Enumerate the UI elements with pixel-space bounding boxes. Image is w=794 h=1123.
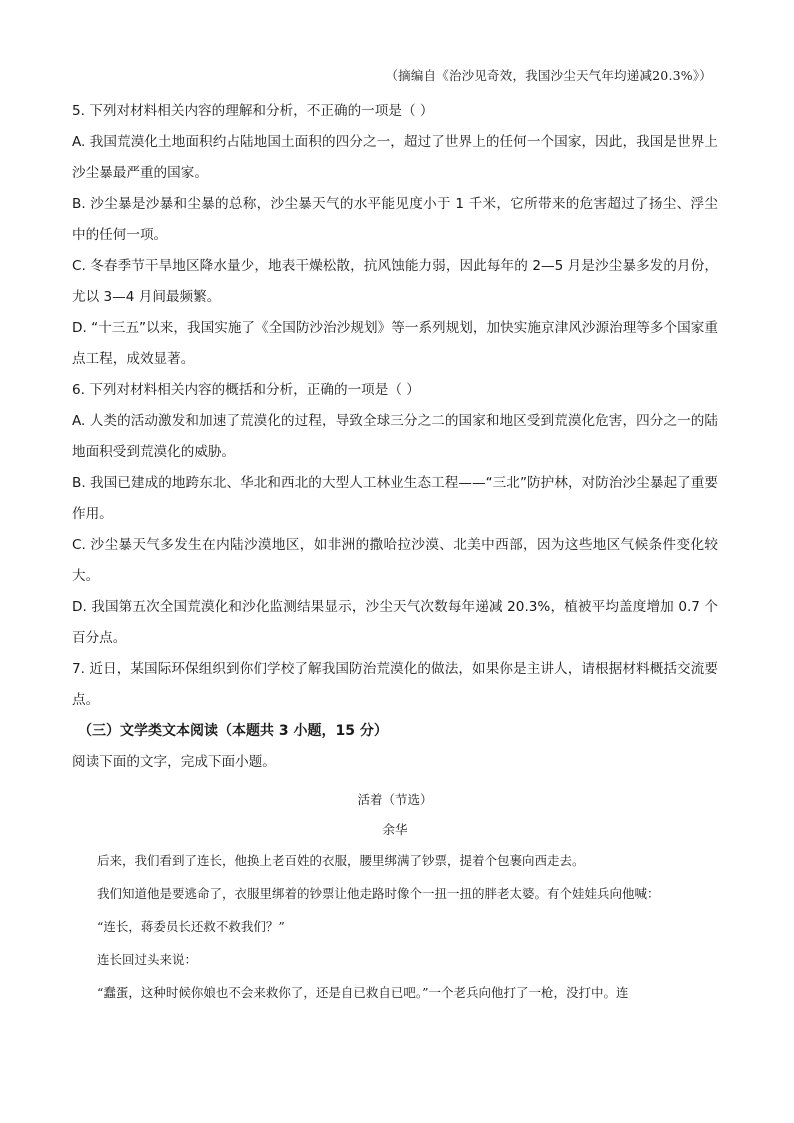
question-6-option-b: B. 我国已建成的地跨东北、华北和西北的大型人工林业生态工程——“三北”防护林，对防治沙尘暴起了重要作用。: [72, 475, 718, 522]
question-5-option-b: B. 沙尘暴是沙暴和尘暴的总称，沙尘暴天气的水平能见度小于 1 千米，它所带来的危害超过了扬尘、浮尘中的任何一项。: [72, 196, 718, 243]
question-6-stem: 6. 下列对材料相关内容的概括和分析，正确的一项是（ ）: [72, 382, 420, 398]
story-title: 活着（节选）: [357, 792, 433, 807]
question-6-option-c: C. 沙尘暴天气多发生在内陆沙漠地区，如非洲的撒哈拉沙漠、北美中西部，因为这些地区气候条件变化较大。: [72, 537, 718, 584]
page-content: [72, 96, 718, 1009]
story-author: 余华: [382, 822, 408, 837]
reading-instruction: 阅读下面的文字，完成下面小题。: [72, 754, 276, 770]
story-paragraph: 后来，我们看到了连长，他换上老百姓的衣服，腰里绑满了钞票，提着个包裹向西走去。: [97, 853, 585, 868]
source-citation: （摘编自《治沙见奇效，我国沙尘天气年均递减20.3%》）: [385, 68, 712, 83]
story-paragraph: 连长回过头来说：: [97, 952, 198, 967]
story-paragraph: “连长，蒋委员长还救不救我们？”: [97, 919, 285, 934]
story-paragraph: “蠢蛋，这种时候你娘也不会来救你了，还是自已救自已吧。”一个老兵向他打了一枪，没打中。连: [97, 985, 629, 1000]
question-5-option-c: C. 冬春季节干旱地区降水量少，地表干燥松散，抗风蚀能力弱，因此每年的 2—5 月是沙尘暴多发的月份，尤以 3—4 月间最频繁。: [72, 258, 718, 305]
section-heading: （三）文学类文本阅读（本题共 3 小题，15 分）: [78, 723, 388, 739]
question-6-option-a: A. 人类的活动激发和加速了荒漠化的过程，导致全球三分之二的国家和地区受到荒漠化危害，四分之一的陆地面积受到荒漠化的威胁。: [72, 413, 718, 460]
question-5-option-d: D. “十三五”以来，我国实施了《全国防沙治沙规划》等一系列规划，加快实施京津风沙源治理等多个国家重点工程，成效显著。: [72, 320, 718, 367]
story-paragraph: 我们知道他是要逃命了，衣服里绑着的钞票让他走路时像个一扭一扭的胖老太婆。有个娃娃兵向他喊：: [97, 886, 660, 901]
question-7-stem: 7. 近日，某国际环保组织到你们学校了解我国防治荒漠化的做法，如果你是主讲人，请根据材料概括交流要点。: [72, 661, 718, 708]
question-6-option-d: D. 我国第五次全国荒漠化和沙化监测结果显示，沙尘天气次数每年递减 20.3%，植被平均盖度增加 0.7 个百分点。: [72, 599, 718, 646]
question-5-stem: 5. 下列对材料相关内容的理解和分析，不正确的一项是（ ）: [72, 103, 434, 119]
question-5-option-a: A. 我国荒漠化土地面积约占陆地国土面积的四分之一，超过了世界上的任何一个国家，因此，我国是世界上沙尘暴最严重的国家。: [72, 134, 718, 181]
